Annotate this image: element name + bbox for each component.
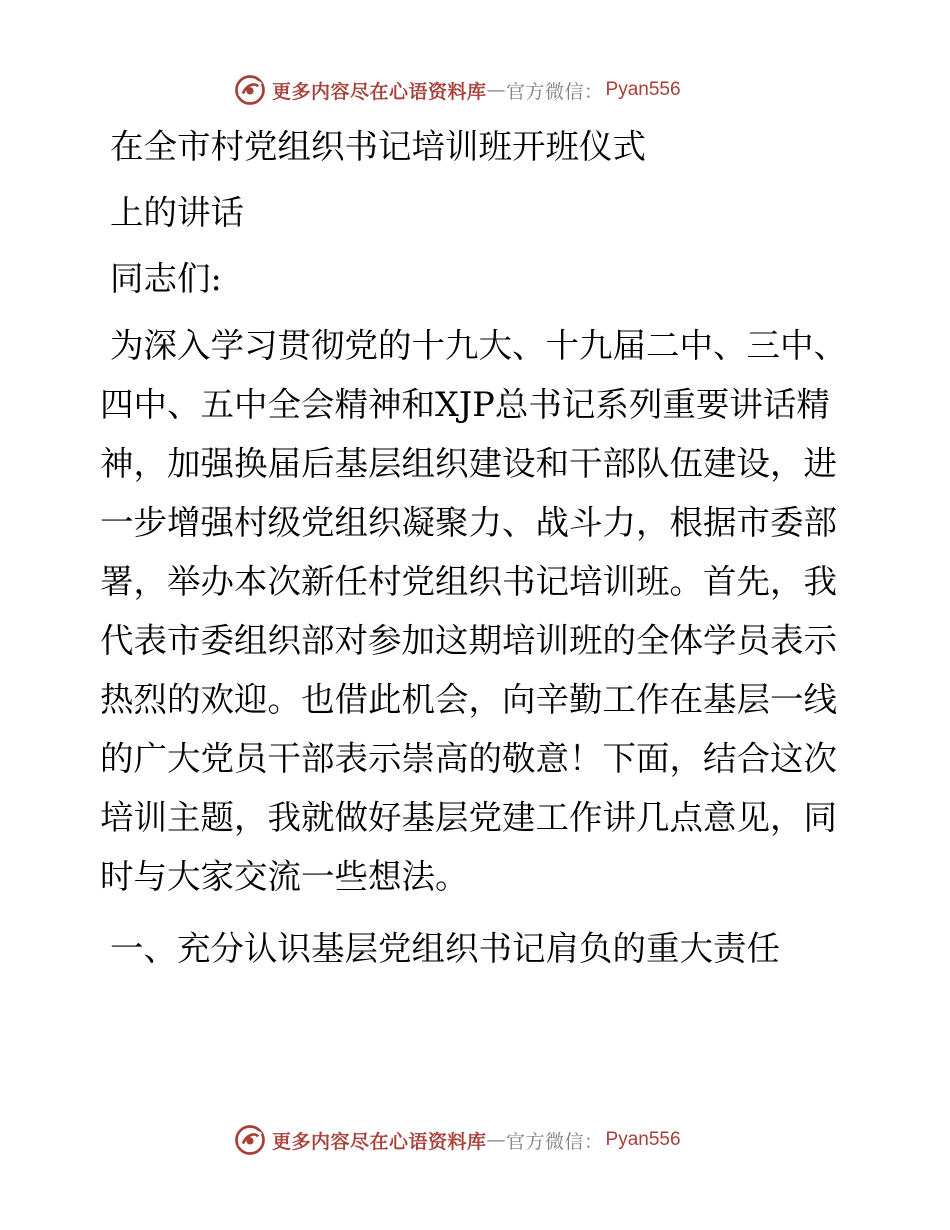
salutation: 同志们: [110, 259, 222, 298]
watermark-wechat-id: Pyan556 [605, 79, 681, 100]
watermark-brand-text: 更多内容尽在心语资料库 [272, 1130, 487, 1153]
section-heading: 一、充分认识基层党组织书记肩负的重大责任 [110, 929, 780, 968]
watermark-separator: — [486, 79, 507, 101]
watermark-wechat-label: 官方微信： [506, 80, 604, 103]
document-title-line-1: 在全市村党组织书记培训班开班仪式 [110, 127, 646, 166]
brand-logo-icon [232, 72, 268, 108]
watermark-wechat-label: 官方微信： [506, 1130, 604, 1153]
document-body [100, 118, 860, 978]
footer-watermark [232, 1120, 681, 1160]
brand-logo-icon [232, 1122, 268, 1158]
document-title-line-2: 上的讲话 [110, 193, 244, 232]
watermark-brand-text: 更多内容尽在心语资料库 [272, 80, 487, 103]
body-paragraph: 为深入学习贯彻党的十九大、十九届二中、三中、四中、五中全会精神和XJP总书记系列重要讲话精神，加强换届后基层组织建设和干部队伍建设，进一步增强村级党组织凝聚力、战斗力，根据市委部署，举办本次新任村党组织书记培训班。首先，我代表市委组织部对参加这期培训班的全体学员表示热烈的欢迎。也借此机会，向辛勤工作在基层一线的广大党员干部表示崇高的敬意！下面，结合这次培训主题，我就做好基层党建工作讲几点意见，同时与大家交流一些想法。 [100, 326, 847, 896]
header-watermark [232, 70, 681, 110]
watermark-separator: — [486, 1129, 507, 1151]
watermark-wechat-id: Pyan556 [605, 1129, 681, 1150]
